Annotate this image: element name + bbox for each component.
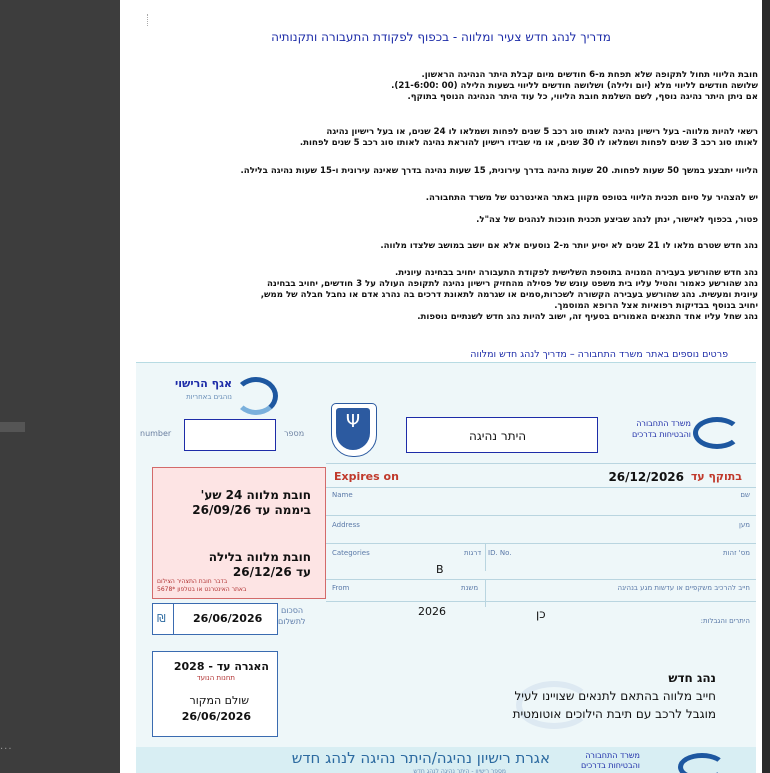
escort-night-line2: עד 26/12/26 — [232, 565, 311, 579]
gutter-dots: ··· — [0, 744, 13, 755]
valid-until-date: 26/12/2026 — [608, 470, 684, 484]
permit-title-box — [406, 417, 598, 453]
address-label-en: Address — [332, 521, 360, 529]
escort-night-line1: חובת מלווה בלילה — [208, 550, 311, 564]
paragraph-declaration — [124, 193, 758, 204]
expires-label: Expires on — [334, 470, 399, 483]
text-cursor — [147, 14, 149, 26]
text-line: לאותו סוג רכב 3 שנים לפחות ושמלאו לו 30 שנים, או מי שבידו רישיון להוראת נהיגה לאותו סוג רכב 5 שנים לפחות. — [299, 138, 758, 148]
code-value: כן — [536, 607, 546, 621]
escort-day-line1: חובת מלווה 24 שע' — [200, 488, 311, 502]
text-line: נהג שחל עליו אחד התנאים האמורים בסעיף זה, ישוב להיות נהג חדש לשנתיים נוספות. — [417, 312, 758, 322]
text-line: נהג חדש שטרם מלאו לו 21 שנים לא יסיע יותר מ-2 נוסעים אלא אם יושב במושב שלצדו מלווה. — [380, 241, 758, 251]
text-line: יחויב בנוסף בבדיקות רפואיות אצל הרופא המוסמך. — [554, 301, 758, 311]
ministry-swirl-icon — [693, 417, 741, 449]
escort-day-line2: ביממה עד 26/09/26 — [192, 503, 311, 517]
text-line: הליווי יתבצע במשך 50 שעות לפחות. 20 שעות נהיגה בדרך עירונית, 15 שעות נהיגה בדרך שאינה עירונית ו-15 שעות נהיגה בלילה. — [240, 166, 758, 176]
categories-label-he: דרגות — [464, 549, 482, 557]
category-value: B — [436, 563, 444, 576]
text-line: נהג חדש שהורשע בעבירה המנויה בתוספת השלישית לפקודת התעבורה יחויב בבחינה עיונית. — [395, 268, 758, 278]
number-label-he: מספר — [284, 429, 305, 438]
new-driver-escort-note: חייב מלווה בהתאם לתנאים שצויינו לעיל — [514, 689, 716, 703]
footer-ministry — [581, 751, 640, 771]
paragraph-passengers — [124, 241, 758, 252]
payment-label-2: לתשלום — [278, 617, 306, 626]
paragraph-escort-hours — [124, 166, 758, 177]
id-label-en: ID. No. — [488, 549, 512, 557]
licensing-dept-name: אגף הרישוי — [175, 377, 232, 390]
paragraph-escort-eligibility — [124, 127, 758, 149]
number-box — [184, 419, 276, 451]
document-title: מדריך לנהג חדש צעיר ומלווה - בכפוף לפקודת התעבורה ותקנותיה — [271, 30, 611, 44]
from-label-he: משנת — [461, 584, 479, 592]
footer-swirl-icon — [678, 753, 726, 773]
address-label-he: מען — [738, 521, 750, 529]
escort-small-text: בדבר חובת התצהיר הצילום — [157, 578, 228, 585]
licensing-dept-logo — [154, 373, 274, 413]
license-card — [136, 362, 756, 773]
state-emblem-icon: Ψ — [331, 403, 377, 457]
restrictions-label: היתרים והגבלות: — [700, 617, 750, 625]
currency-symbol: ₪ — [157, 612, 166, 625]
text-line: אם ניתן היתר נהיגה נוסף, לשם השלמת חובת הליווי, כל עוד היתר הנהיגה הנוסף בתוקף. — [407, 92, 758, 102]
ministry-line1: משרד התחבורה — [636, 419, 691, 428]
page-edge — [762, 0, 770, 773]
licensing-dept-slogan: נוהגים באחריות — [186, 393, 232, 401]
paragraph-escort-duration — [124, 70, 758, 103]
sidebar-marker — [0, 422, 25, 432]
glasses-restriction: חייב להרכיב משקפיים או עדשות מגע בנהיגה — [617, 584, 750, 592]
from-label-en: From — [332, 584, 350, 592]
footer-ministry-line2: והבטיחות בדרכים — [580, 761, 640, 770]
text-line: שלושה חודשים לליווי מלא (יום ולילה) ושלושה חודשים לליווי בשעות הלילה (00 :21-6:00). — [391, 81, 758, 91]
text-line: רשאי להיות מלווה- בעל רישיון נהיגה לאותו סוג רכב 5 שנים לפחות ושמלאו לו 24 שנים, או בעל רישיון נהיגה — [326, 127, 758, 137]
footer-subtitle: מספר רישיון - היתר נהיגה לנהג חדש — [413, 768, 506, 773]
number-label-en: number — [140, 429, 172, 438]
document-page — [120, 0, 762, 773]
text-line: יש להצהיר על סיום תכנית הליווי בטופס מקוון באתר האינטרנט של משרד התחבורה. — [425, 193, 758, 203]
escort-small-text: באתר האינטרנט או בטלפון *5678 — [157, 586, 247, 593]
paragraph-offenses — [124, 268, 758, 323]
from-value: 2026 — [418, 605, 446, 618]
text-line: נהג שהורשע כאמור והטיל עליו בית משפט עונש של פסילה מהחזיק רישיון נהיגה לתקופה העולה על 3 חודשים, יחויב בבחינה — [267, 279, 758, 289]
name-label-en: Name — [332, 491, 353, 499]
new-driver-label: נהג חדש — [668, 671, 716, 685]
card-footer — [136, 747, 756, 773]
fee-box — [152, 651, 278, 737]
payment-date-box — [152, 603, 278, 635]
fee-valid-until: האגרה עד - 2028 — [173, 660, 269, 673]
payment-label-1: הסכום — [281, 606, 304, 615]
categories-label-en: Categories — [332, 549, 370, 557]
paragraph-exemption — [124, 215, 758, 226]
name-label-he: שם — [740, 491, 750, 499]
id-label-he: מס' זהות — [723, 549, 750, 557]
ministry-line2: והבטיחות בדרכים — [631, 430, 691, 439]
text-line: עיונית ומעשית. נהג שהורשע בעבירה הקשורה לשכרות,סמים או שגרמה לתאונת דרכים בה נהרג אדם או נחבל חבלה של ממש, — [260, 290, 758, 300]
payment-date: 26/06/2026 — [193, 612, 263, 625]
text-line: פטור, בכפוף לאישור, ינתן לנהג שביצע תכנית חונכות לנהגים של צה"ל. — [476, 215, 758, 225]
licensing-swirl-icon — [234, 377, 278, 415]
more-info-link[interactable]: פרטים נוספים באתר משרד התחבורה – מדריך לנהג חדש ומלווה — [470, 349, 728, 360]
escort-obligation-box — [152, 467, 326, 599]
ministry-logo — [621, 413, 741, 449]
fee-small-text: תחנות הנועד — [196, 674, 235, 682]
text-line: חובת הליווי תחול לתקופה שלא תפחת מ-6 חודשים מיום קבלת היתר הנהיגה הראשון. — [421, 70, 758, 80]
new-driver-automatic-note: מוגבל לרכב עם תיבת הילוכים אוטומטית — [512, 707, 716, 721]
permit-title: היתר נהיגה — [469, 429, 527, 443]
valid-until-label: בתוקף עד — [690, 470, 742, 483]
fee-paid-date: 26/06/2026 — [181, 710, 251, 723]
fee-paid-label: שולם המקור — [189, 694, 249, 707]
footer-ministry-line1: משרד התחבורה — [585, 751, 640, 760]
footer-title: אגרת רישיון נהיגה/היתר נהיגה לנהג חדש — [291, 749, 550, 767]
